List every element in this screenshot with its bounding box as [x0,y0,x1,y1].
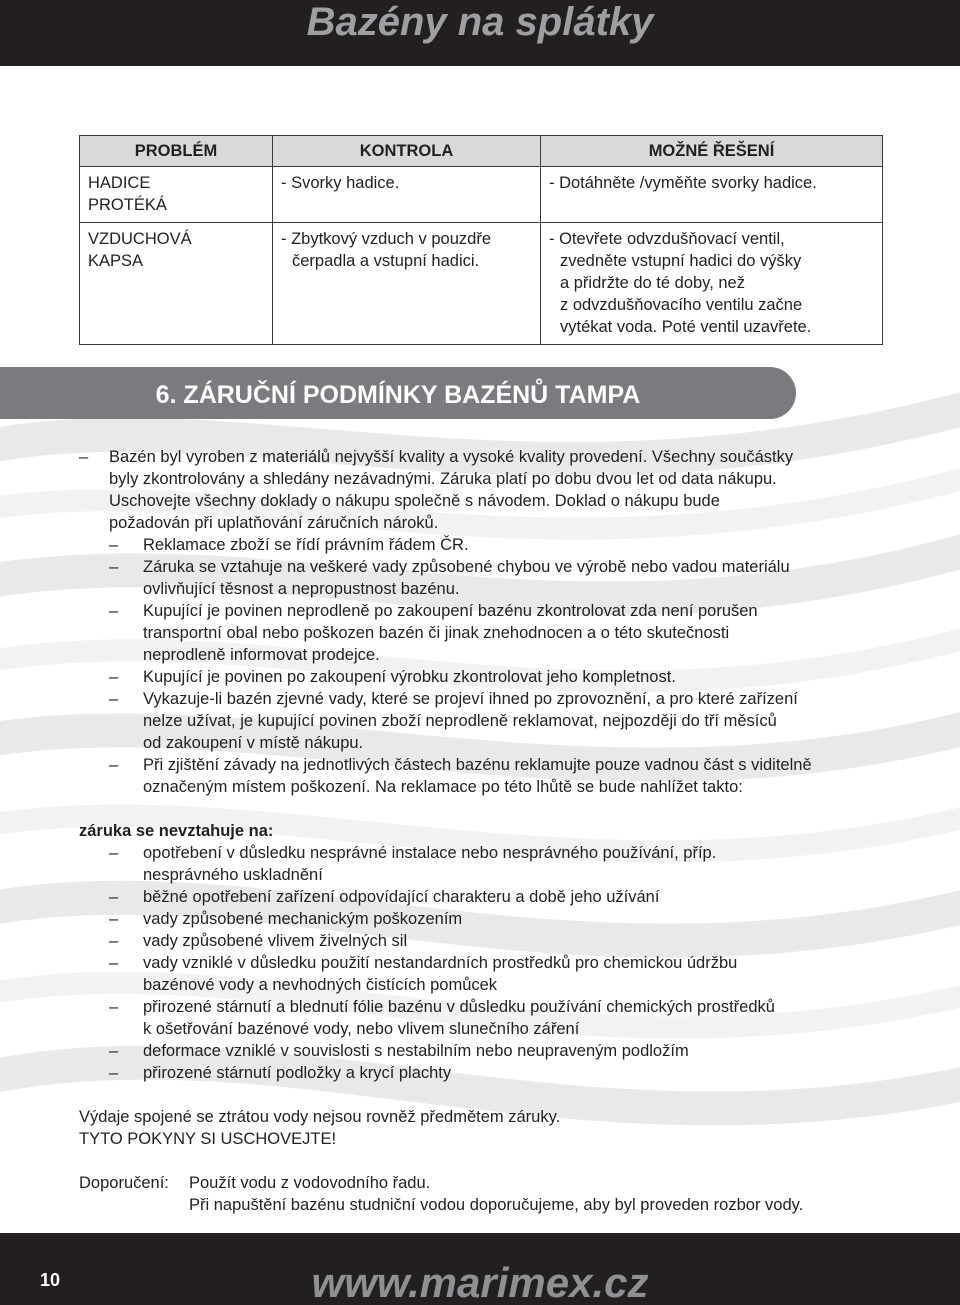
cell-line: VZDUCHOVÁ [88,230,192,248]
recommendation [79,1172,899,1216]
text-line: ovlivňující těsnost a nepropustnost bazénu. [143,580,460,598]
problem-cell [80,167,273,223]
text-line: Záruka se vztahuje na veškeré vady způsobené chybou ve výrobě nebo vadou materiálu [143,558,790,576]
list-dash: – [109,558,119,576]
text-line: deformace vzniklé v souvislosti s nestabilním nebo neupraveným podložím [143,1042,689,1060]
text-line: od zakoupení v místě nákupu. [143,734,364,752]
text-line: Kupující je povinen po zakoupení výrobku zkontrolovat jeho kompletnost. [143,668,676,686]
list-dash: – [109,690,119,708]
list-item [79,688,899,754]
cell-line: vytékat voda. Poté ventil uzavřete. [560,318,812,336]
water-loss-note: Výdaje spojené se ztrátou vody nejsou rovněž předmětem záruky. [79,1108,561,1126]
text-line: Kupující je povinen neprodleně po zakoupení bazénu zkontrolovat zda není porušen [143,602,758,620]
cell-line: PROTÉKÁ [88,196,167,214]
section-title: 6. ZÁRUČNÍ PODMÍNKY BAZÉNŮ TAMPA [155,381,641,409]
list-dash: – [109,932,119,950]
text-line: Použít vodu z vodovodního řadu. [189,1174,431,1192]
table-header-row [80,136,883,167]
list-dash: – [109,888,119,906]
list-dash: – [109,602,119,620]
list-dash: – [109,756,119,774]
recommendation-text [189,1172,899,1216]
spacer [79,1150,899,1172]
spacer [79,1084,899,1106]
text-line: byly zkontrolovány a shledány nezávadnými. Záruka platí po dobu dvou let od data nákupu. [109,470,777,488]
list-dash: – [109,1042,119,1060]
list-item [79,754,899,798]
text-line: Reklamace zboží se řídí právním řádem ČR. [143,536,469,554]
check-cell [273,223,541,345]
list-item [79,908,899,930]
list-dash: – [109,1064,119,1082]
column-header-check: KONTROLA [273,136,541,167]
text-line: vady způsobené vlivem živelných sil [143,932,408,950]
text-line: bazénové vody a nevhodných čistících pomůcek [143,976,498,994]
text-line: transportní obal nebo poškozen bazén či jinak znehodnocen a o této skutečnosti [143,624,730,642]
cell-line: - Dotáhněte /vyměňte svorky hadice. [549,174,817,192]
list-item [79,842,899,886]
list-item [79,996,899,1040]
cell-line: - Zbytkový vzduch v pouzdře [281,230,492,248]
troubleshooting-table [79,135,883,345]
problem-cell [80,223,273,345]
cell-line: zvedněte vstupní hadici do výšky [560,252,802,270]
cell-line: - Svorky hadice. [281,174,400,192]
list-item [79,886,899,908]
list-dash: – [109,910,119,928]
text-line: označeným místem poškození. Na reklamace po této lhůtě se bude nahlížet takto: [143,778,743,796]
section-banner [0,367,796,419]
list-item [79,952,899,996]
cell-line: čerpadla a vstupní hadici. [292,252,480,270]
text-line: neprodleně informovat prodejce. [143,646,380,664]
page-title: Bazény na splátky [306,0,654,44]
text-line: běžné opotřebení zařízení odpovídající charakteru a době jeho užívání [143,888,660,906]
text-line: přirozené stárnutí a blednutí fólie bazénu v důsledku používání chemických prostředků [143,998,775,1016]
list-item [79,666,899,688]
text-line: k ošetřování bazénové vody, nebo vlivem slunečního záření [143,1020,580,1038]
check-cell [273,167,541,223]
cell-line: HADICE [88,174,151,192]
page-number: 10 [40,1270,61,1290]
list-dash: – [109,844,119,862]
cell-line: z odvzdušňovacího ventilu začne [560,296,803,314]
list-dash: – [109,668,119,686]
cell-line: - Otevřete odvzdušňovací ventil, [549,230,785,248]
text-line: požadován při uplatňování záručních nároků. [109,514,439,532]
column-header-solution: MOŽNÉ ŘEŠENÍ [541,136,883,167]
list-item [79,1062,899,1084]
exclusions-heading: záruka se nevztahuje na: [79,822,274,840]
list-item [79,556,899,600]
list-dash: – [109,954,119,972]
warranty-text [79,446,899,1216]
list-dash: – [109,998,119,1016]
recommendation-label: Doporučení: [79,1174,169,1192]
website-url: www.marimex.cz [311,1259,649,1305]
text-line: Uschovejte všechny doklady o nákupu společně s návodem. Doklad o nákupu bude [109,492,720,510]
keep-instructions-note: TYTO POKYNY SI USCHOVEJTE! [79,1130,337,1148]
text-line: Při napuštění bazénu studniční vodou doporučujeme, aby byl proveden rozbor vody. [189,1196,804,1214]
text-line: nelze užívat, je kupující povinen zboží neprodleně reklamovat, nejpozději do tří měsíců [143,712,777,730]
spacer [79,798,899,820]
text-line: vady způsobené mechanickým poškozením [143,910,463,928]
cell-line: KAPSA [88,252,144,270]
list-dash: – [79,448,89,466]
list-dash: – [109,536,119,554]
table-row [80,167,883,223]
text-line: Vykazuje-li bazén zjevné vady, které se projeví ihned po zprovoznění, a pro které zařízení [143,690,798,708]
warranty-intro [79,446,899,534]
column-header-problem: PROBLÉM [80,136,273,167]
list-item [79,534,899,556]
solution-cell [541,167,883,223]
list-item [79,930,899,952]
text-line: Při zjištění závady na jednotlivých částech bazénu reklamujte pouze vadnou část s viditelně [143,756,812,774]
text-line: opotřebení v důsledku nesprávné instalace nebo nesprávného používání, příp. [143,844,717,862]
cell-line: a přidržte do té doby, než [560,274,745,292]
text-line: přirozené stárnutí podložky a krycí plachty [143,1064,452,1082]
text-line: vady vzniklé v důsledku použití nestandardních prostředků pro chemickou údržbu [143,954,738,972]
solution-cell [541,223,883,345]
text-line: Bazén byl vyroben z materiálů nejvyšší kvality a vysoké kvality provedení. Všechny součástky [109,448,794,466]
text-line: nesprávného uskladnění [143,866,323,884]
list-item [79,600,899,666]
table-row [80,223,883,345]
list-item [79,1040,899,1062]
